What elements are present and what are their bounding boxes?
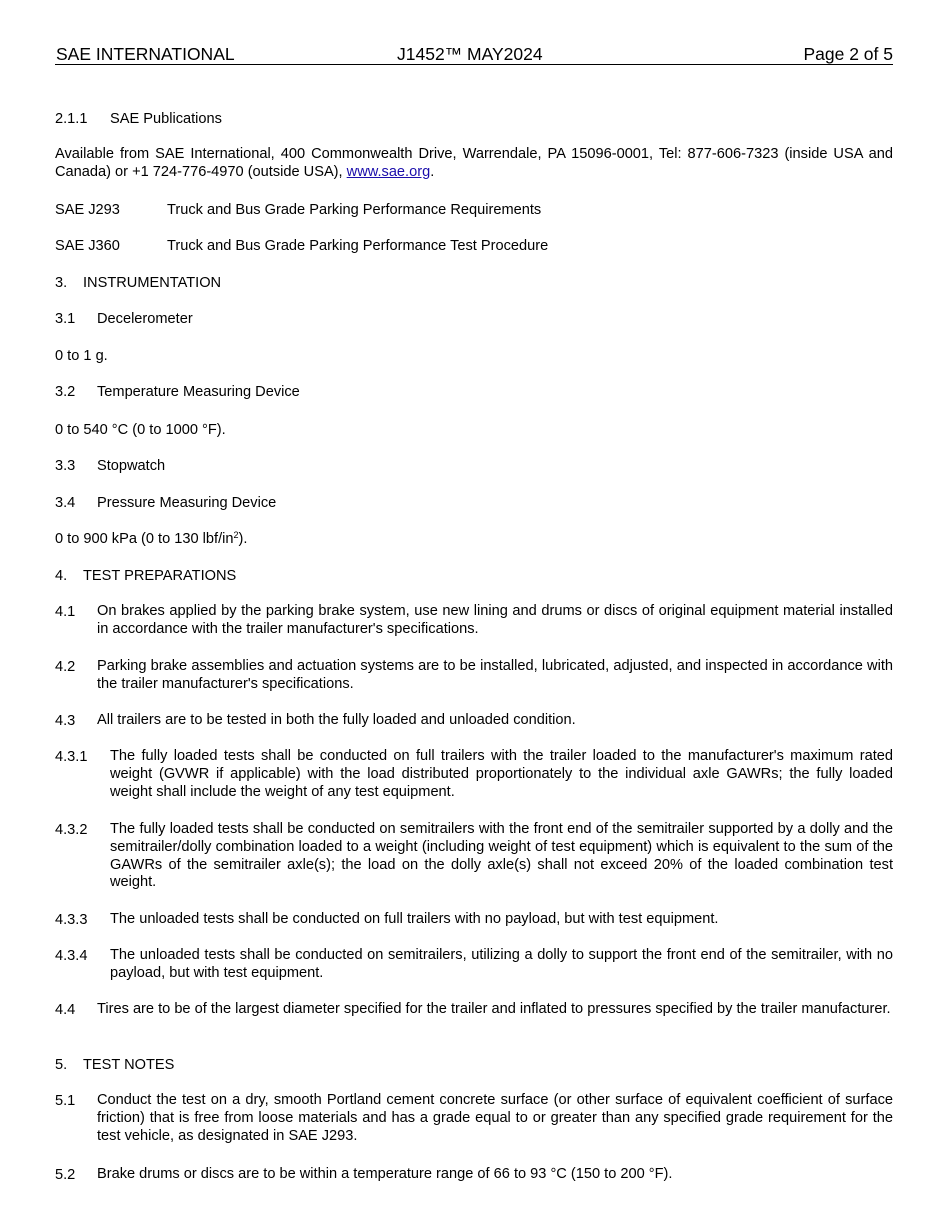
section-4-3-4-number: 4.3.4 bbox=[55, 948, 88, 964]
section-3-4-body-text: 0 to 900 kPa (0 to 130 lbf/in bbox=[55, 531, 234, 547]
section-5-number: 5. bbox=[55, 1057, 68, 1073]
section-3-title: INSTRUMENTATION bbox=[83, 275, 222, 291]
availability-end: . bbox=[430, 163, 435, 180]
section-4-3-1-number: 4.3.1 bbox=[55, 749, 88, 765]
section-3-3-number: 3.3 bbox=[55, 458, 76, 474]
section-4-3-3-text: The unloaded tests shall be conducted on full trailers with no payload, but with test equipment. bbox=[110, 911, 719, 927]
section-4-3-3-number: 4.3.3 bbox=[55, 912, 88, 928]
availability-paragraph bbox=[55, 146, 893, 182]
section-5-title: TEST NOTES bbox=[83, 1057, 175, 1073]
header-org: SAE INTERNATIONAL bbox=[56, 44, 235, 64]
page-header bbox=[55, 44, 893, 65]
section-4-4-text: Tires are to be of the largest diameter specified for the trailer and inflated to pressures specified by the trailer manufacturer. bbox=[97, 1001, 891, 1017]
section-4-2-number: 4.2 bbox=[55, 659, 76, 675]
reference-title: Truck and Bus Grade Parking Performance Requirements bbox=[167, 202, 542, 218]
section-5-1-text: Conduct the test on a dry, smooth Portland cement concrete surface (or other surface of equivalent coefficient of surface friction) that is free from loose materials and has a grade equal to or greater than any specified grade requirement for the test vehicle, as designated in SAE J293. bbox=[97, 1092, 893, 1144]
section-4-3-4-text: The unloaded tests shall be conducted on semitrailers, utilizing a dolly to support the front end of the semitrailer, with no payload, but with test equipment. bbox=[110, 947, 893, 981]
section-4-4-number: 4.4 bbox=[55, 1002, 76, 1018]
section-4-1-text: On brakes applied by the parking brake system, use new lining and drums or discs of original equipment material installed in accordance with the trailer manufacturer's specifications. bbox=[97, 603, 893, 637]
header-doc-id: J1452™ MAY2024 bbox=[397, 44, 543, 64]
section-3-2-title: Temperature Measuring Device bbox=[97, 384, 300, 400]
section-3-4-body bbox=[55, 530, 247, 548]
section-3-4-title: Pressure Measuring Device bbox=[97, 495, 277, 511]
section-3-4-body-end: ). bbox=[238, 531, 248, 547]
section-5-2-number: 5.2 bbox=[55, 1167, 76, 1183]
reference-title: Truck and Bus Grade Parking Performance Test Procedure bbox=[167, 238, 549, 254]
section-4-2-text: Parking brake assemblies and actuation systems are to be installed, lubricated, adjusted, and inspected in accordance with the trailer manufacturer's specifications. bbox=[97, 658, 893, 692]
section-4-3-1-text: The fully loaded tests shall be conducted on full trailers with the trailer loaded to the manufacturer's maximum rated weight (GVWR if applicable) with the load distributed proportionately to the individual axle GAWRs; the fully loaded weight shall include the weight of any test equipment. bbox=[110, 748, 893, 800]
section-5-1-number: 5.1 bbox=[55, 1093, 76, 1109]
section-3-1-body: 0 to 1 g. bbox=[55, 348, 108, 364]
section-4-1-number: 4.1 bbox=[55, 604, 76, 620]
section-4-3-number: 4.3 bbox=[55, 713, 76, 729]
section-3-number: 3. bbox=[55, 275, 68, 291]
section-4-title: TEST PREPARATIONS bbox=[83, 568, 237, 584]
header-page-number: Page 2 of 5 bbox=[803, 44, 893, 64]
section-3-2-body: 0 to 540 °C (0 to 1000 °F). bbox=[55, 422, 226, 438]
section-3-1-number: 3.1 bbox=[55, 311, 76, 327]
sae-website-link[interactable]: www.sae.org bbox=[346, 163, 431, 180]
section-2-1-1-number: 2.1.1 bbox=[55, 111, 88, 127]
section-3-3-title: Stopwatch bbox=[97, 458, 166, 474]
section-4-3-2-text: The fully loaded tests shall be conducted on semitrailers with the front end of the semitrailer supported by a dolly and the semitrailer/dolly combination loaded to a weight (including weight of test equipment) which is equivalent to the sum of the GAWRs of the semitrailer axle(s); the load on the dolly axle(s) shall not exceed 20% of the loaded combination test weight. bbox=[110, 821, 893, 891]
section-3-4-number: 3.4 bbox=[55, 495, 76, 511]
reference-code: SAE J293 bbox=[55, 202, 120, 218]
section-2-1-1-title: SAE Publications bbox=[110, 111, 222, 127]
superscript-two: 2 bbox=[233, 530, 239, 540]
section-4-3-text: All trailers are to be tested in both the fully loaded and unloaded condition. bbox=[97, 712, 576, 728]
section-3-1-title: Decelerometer bbox=[97, 311, 193, 327]
reference-code: SAE J360 bbox=[55, 238, 120, 254]
section-3-2-number: 3.2 bbox=[55, 384, 76, 400]
availability-text: Available from SAE International, 400 Commonwealth Drive, Warrendale, PA 15096-0001, Tel: 877-606-7323 (inside USA and Canada) or +1 724-776-4970 (outside USA), bbox=[55, 146, 893, 180]
section-4-number: 4. bbox=[55, 568, 68, 584]
section-5-2-text: Brake drums or discs are to be within a temperature range of 66 to 93 °C (150 to 200 °F). bbox=[97, 1166, 673, 1182]
section-4-3-2-number: 4.3.2 bbox=[55, 822, 88, 838]
